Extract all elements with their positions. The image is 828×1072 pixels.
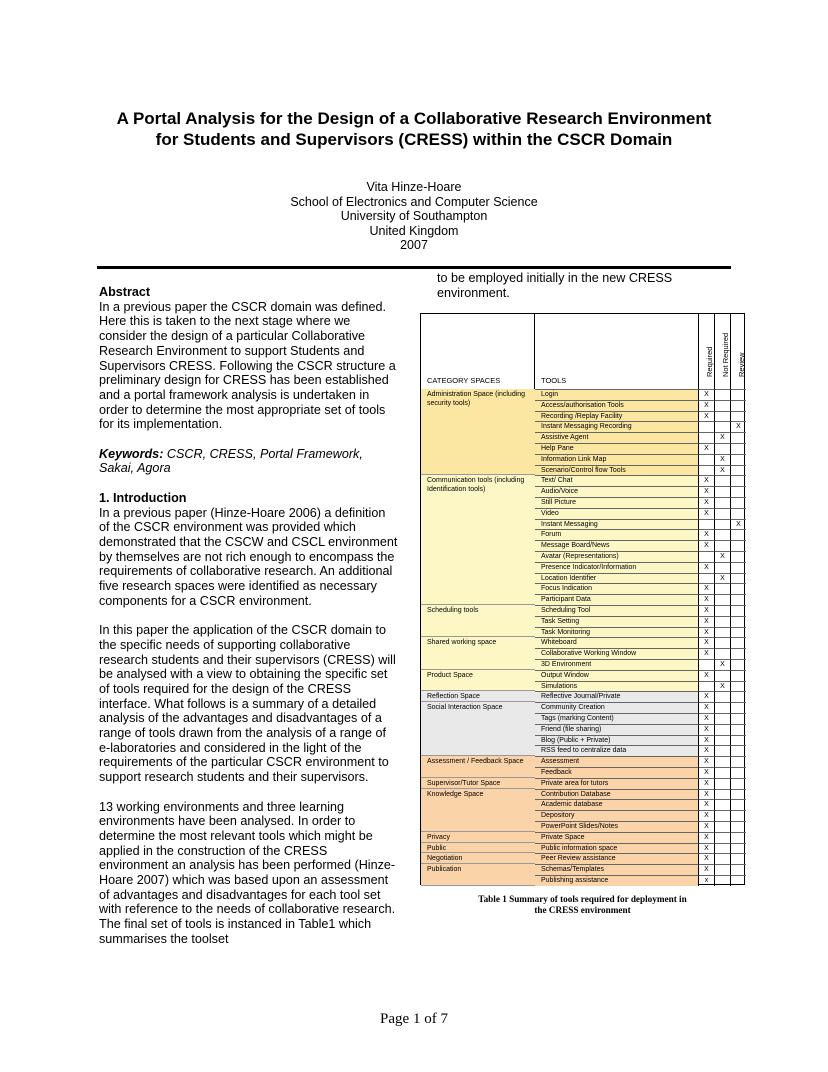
tool-cell: Instant Messaging (535, 519, 699, 530)
mark-cell (698, 465, 714, 476)
mark-cell (714, 702, 730, 713)
mark-cell (714, 810, 730, 821)
tools-table (420, 313, 745, 885)
mark-cell (730, 454, 746, 465)
mark-cell (730, 713, 746, 724)
tool-cell: Task Setting (535, 616, 699, 627)
mark-cell: X (714, 573, 730, 584)
category-cell: Scheduling tools (421, 605, 535, 637)
tool-cell: Video (535, 508, 699, 519)
mark-cell (730, 702, 746, 713)
mark-cell (714, 713, 730, 724)
mark-cell (714, 799, 730, 810)
category-cell: Assessment / Feedback Space (421, 756, 535, 778)
category-cell: Supervisor/Tutor Space (421, 778, 535, 789)
mark-cell (730, 637, 746, 648)
mark-cell: X (698, 475, 714, 486)
mark-cell (730, 875, 746, 886)
mark-cell (730, 562, 746, 573)
caption-line-1: Table 1 Summary of tools required for deployment in (478, 894, 687, 904)
tool-cell: Help Pane (535, 443, 699, 454)
mark-cell (714, 691, 730, 702)
tool-cell: Feedback (535, 767, 699, 778)
tool-cell: Scheduling Tool (535, 605, 699, 616)
mark-cell (730, 832, 746, 843)
mark-cell (730, 551, 746, 562)
mark-cell (698, 551, 714, 562)
tool-cell: Scenario/Control flow Tools (535, 465, 699, 476)
mark-cell (714, 735, 730, 746)
mark-cell (714, 832, 730, 843)
category-cell: Publication (421, 864, 535, 886)
tool-cell: Location Identifier (535, 573, 699, 584)
mark-cell (730, 508, 746, 519)
tool-cell: Recording /Replay Facility (535, 411, 699, 422)
tool-cell: Tags (marking Content) (535, 713, 699, 724)
mark-cell (714, 594, 730, 605)
mark-cell: X (730, 519, 746, 530)
mark-cell: X (698, 843, 714, 854)
mark-cell (698, 519, 714, 530)
mark-cell: X (698, 411, 714, 422)
mark-cell (714, 767, 730, 778)
intro-continued: to be employed initially in the new CRESS environment. (437, 271, 673, 300)
mark-cell (730, 843, 746, 854)
mark-cell (730, 616, 746, 627)
mark-cell (730, 756, 746, 767)
mark-cell (730, 486, 746, 497)
mark-cell (730, 745, 746, 756)
mark-cell (730, 529, 746, 540)
mark-cell (714, 778, 730, 789)
author-university: University of Southampton (340, 209, 488, 224)
mark-cell (714, 443, 730, 454)
mark-cell (730, 799, 746, 810)
mark-cell (730, 432, 746, 443)
tool-cell: Assessment (535, 756, 699, 767)
category-cell: Administration Space (including security tools) (421, 389, 535, 475)
keywords-label: Keywords: (99, 446, 164, 461)
mark-cell (698, 659, 714, 670)
mark-cell: X (698, 864, 714, 875)
tool-cell: PowerPoint Slides/Notes (535, 821, 699, 832)
header-review: Review (737, 352, 746, 377)
mark-cell (730, 605, 746, 616)
mark-cell (730, 853, 746, 864)
tool-cell: Simulations (535, 681, 699, 692)
header-divider (97, 266, 731, 269)
mark-cell (730, 540, 746, 551)
intro-paragraph-3: 13 working environments and three learning environments have been analysed. In order to determine the most relevant tools which might be applied in the construction of the CRESS environment an analysis has been performed (Hinze-Hoare 2007) which was based upon an assessment of advantages and disadvantages for each tool set with reference to the needs of collaborative research. The final set of tools is instanced in Table1 which summarises the toolset (99, 799, 396, 946)
intro-paragraph-1: In a previous paper (Hinze-Hoare 2006) a definition of the CSCR environment was provided which demonstrated that the CSCW and CSCL environment by themselves are not rich enough to encompass the requirements of collaborative research. An additional five research spaces were identified as necessary components for a CSCR environment. (99, 505, 398, 608)
mark-cell: X (698, 389, 714, 400)
tool-cell: Reflective Journal/Private (535, 691, 699, 702)
mark-cell (714, 843, 730, 854)
mark-cell (698, 432, 714, 443)
mark-cell (714, 540, 730, 551)
mark-cell (730, 497, 746, 508)
mark-cell (714, 821, 730, 832)
mark-cell: X (698, 853, 714, 864)
mark-cell: X (714, 681, 730, 692)
mark-cell (714, 670, 730, 681)
mark-cell (730, 735, 746, 746)
mark-cell: X (698, 616, 714, 627)
mark-cell: X (714, 432, 730, 443)
abstract-text: In a previous paper the CSCR domain was defined. Here this is taken to the next stage where we consider the design of a particular Collaborative Research Environment to support Students and Supervisors CRESS. Following the CSCR structure a preliminary design for CRESS has been established and a portal framework analysis is undertaken in order to determine the most appropriate set of tools for its implementation. (99, 299, 396, 432)
mark-cell (730, 659, 746, 670)
title-line-1: A Portal Analysis for the Design of a Collaborative Research Environment (116, 109, 712, 128)
table-caption (420, 894, 745, 916)
mark-cell: X (698, 724, 714, 735)
header-category-spaces: CATEGORY SPACES (427, 376, 501, 385)
mark-cell: X (698, 789, 714, 800)
category-cell: Communication tools (including Identification tools) (421, 475, 535, 605)
mark-cell: X (698, 767, 714, 778)
mark-cell (714, 411, 730, 422)
tool-cell: Friend (file sharing) (535, 724, 699, 735)
tool-cell: Login (535, 389, 699, 400)
mark-cell (714, 605, 730, 616)
mark-cell: X (698, 648, 714, 659)
mark-cell (714, 648, 730, 659)
category-cell: Privacy (421, 832, 535, 843)
mark-cell (714, 875, 730, 886)
intro-heading: 1. Introduction (99, 490, 187, 505)
mark-cell (714, 583, 730, 594)
tool-cell: Focus Indication (535, 583, 699, 594)
table-header (421, 314, 744, 386)
mark-cell (730, 789, 746, 800)
mark-cell (714, 389, 730, 400)
mark-cell (714, 745, 730, 756)
intro-paragraph-2: In this paper the application of the CSCR domain to the specific needs of supporting collaborative research students and their supervisors (CRESS) will be analysed with a view to obtaining the specific set of tools required for the design of the CRESS interface. What follows is a summary of a detailed analysis of the advantages and disadvantages of a range of tools drawn from the analysis of a range of e-laboratories and considered in the light of the requirements of the particular CSCR environment to support research students and their supervisors. (99, 623, 396, 785)
mark-cell (714, 497, 730, 508)
mark-cell: X (698, 594, 714, 605)
tool-cell: Whiteboard (535, 637, 699, 648)
paper-title (0, 108, 828, 150)
tool-cell: Still Picture (535, 497, 699, 508)
category-cell: Shared working space (421, 637, 535, 669)
category-cell: Public (421, 843, 535, 854)
author-country: United Kingdom (369, 223, 459, 238)
mark-cell: X (698, 627, 714, 638)
tool-cell: Text/ Chat (535, 475, 699, 486)
author-year: 2007 (400, 238, 428, 253)
mark-cell: X (698, 508, 714, 519)
mark-cell (730, 821, 746, 832)
tool-cell: Contribution Database (535, 789, 699, 800)
mark-cell (714, 475, 730, 486)
mark-cell (714, 853, 730, 864)
mark-cell (714, 562, 730, 573)
mark-cell (730, 778, 746, 789)
abstract-heading: Abstract (99, 285, 151, 299)
mark-cell: x (698, 875, 714, 886)
mark-cell: X (698, 735, 714, 746)
title-line-2: for Students and Supervisors (CRESS) within the CSCR Domain (155, 130, 673, 149)
category-cell: Reflection Space (421, 691, 535, 702)
mark-cell (730, 465, 746, 476)
mark-cell: X (698, 778, 714, 789)
mark-cell (714, 724, 730, 735)
mark-cell: X (698, 810, 714, 821)
tool-cell: Avatar (Representations) (535, 551, 699, 562)
mark-cell: X (698, 583, 714, 594)
mark-cell (714, 529, 730, 540)
tool-cell: RSS feed to centralize data (535, 745, 699, 756)
mark-cell (730, 443, 746, 454)
author-name: Vita Hinze-Hoare (366, 180, 462, 194)
mark-cell: X (698, 756, 714, 767)
header-tools: TOOLS (541, 376, 567, 385)
keywords-list: CSCR, CRESS, Portal Framework, Sakai, Agora (99, 446, 363, 476)
mark-cell: X (698, 443, 714, 454)
tool-cell: Public information space (535, 843, 699, 854)
mark-cell: X (698, 702, 714, 713)
mark-cell: X (698, 799, 714, 810)
tool-cell: Forum (535, 529, 699, 540)
tool-cell: Instant Messaging Recording (535, 421, 699, 432)
mark-cell: X (714, 454, 730, 465)
mark-cell (714, 508, 730, 519)
mark-cell: X (698, 529, 714, 540)
mark-cell (730, 573, 746, 584)
mark-cell (714, 627, 730, 638)
mark-cell (698, 681, 714, 692)
mark-cell: X (698, 670, 714, 681)
page-number: Page 1 of 7 (380, 1011, 448, 1027)
category-cell: Product Space (421, 670, 535, 692)
mark-cell (698, 573, 714, 584)
tool-cell: 3D Environment (535, 659, 699, 670)
tool-cell: Participant Data (535, 594, 699, 605)
mark-cell (730, 389, 746, 400)
tool-cell: Blog (Public + Private) (535, 735, 699, 746)
mark-cell (730, 583, 746, 594)
mark-cell (730, 681, 746, 692)
mark-cell (730, 724, 746, 735)
mark-cell (714, 616, 730, 627)
tool-cell: Task Monitoring (535, 627, 699, 638)
tool-cell: Audio/Voice (535, 486, 699, 497)
mark-cell: X (698, 540, 714, 551)
mark-cell: X (698, 637, 714, 648)
tool-cell: Presence Indicator/Information (535, 562, 699, 573)
category-cell: Social Interaction Space (421, 702, 535, 756)
mark-cell: X (698, 832, 714, 843)
mark-cell (730, 691, 746, 702)
tool-cell: Community Creation (535, 702, 699, 713)
tool-cell: Private Space (535, 832, 699, 843)
mark-cell: X (698, 400, 714, 411)
tool-cell: Academic database (535, 799, 699, 810)
mark-cell (730, 810, 746, 821)
mark-cell: X (698, 605, 714, 616)
mark-cell (698, 454, 714, 465)
mark-cell (730, 411, 746, 422)
tool-cell: Assistive Agent (535, 432, 699, 443)
header-not-required: Not Required (721, 332, 730, 377)
mark-cell (714, 756, 730, 767)
tool-cell: Collaborative Working Window (535, 648, 699, 659)
mark-cell: X (730, 421, 746, 432)
mark-cell (714, 486, 730, 497)
mark-cell: X (714, 465, 730, 476)
mark-cell: X (698, 691, 714, 702)
mark-cell: X (698, 497, 714, 508)
left-column (99, 285, 399, 947)
tool-cell: Schemas/Templates (535, 864, 699, 875)
mark-cell: X (714, 659, 730, 670)
tool-cell: Depository (535, 810, 699, 821)
tool-cell: Publishing assistance (535, 875, 699, 886)
tool-cell: Access/authorisation Tools (535, 400, 699, 411)
mark-cell: X (698, 562, 714, 573)
mark-cell: X (714, 551, 730, 562)
mark-cell (714, 637, 730, 648)
mark-cell (730, 767, 746, 778)
mark-cell: X (698, 821, 714, 832)
mark-cell (698, 421, 714, 432)
mark-cell: X (698, 713, 714, 724)
tool-cell: Output Window (535, 670, 699, 681)
tool-cell: Peer Review assistance (535, 853, 699, 864)
mark-cell (714, 421, 730, 432)
mark-cell (730, 475, 746, 486)
mark-cell (714, 789, 730, 800)
tool-cell: Private area for tutors (535, 778, 699, 789)
mark-cell (730, 648, 746, 659)
mark-cell (730, 670, 746, 681)
category-cell: Knowledge Space (421, 789, 535, 832)
mark-cell (714, 400, 730, 411)
mark-cell (714, 519, 730, 530)
mark-cell (730, 594, 746, 605)
header-required: Required (705, 346, 714, 377)
mark-cell: X (698, 745, 714, 756)
author-department: School of Electronics and Computer Science (290, 194, 538, 209)
author-block (0, 180, 828, 253)
mark-cell (714, 864, 730, 875)
mark-cell (730, 864, 746, 875)
mark-cell (730, 400, 746, 411)
keywords (99, 447, 399, 476)
tool-cell: Message Board/News (535, 540, 699, 551)
category-cell: Negotiation (421, 853, 535, 864)
mark-cell: X (698, 486, 714, 497)
caption-line-2: the CRESS environment (534, 905, 631, 916)
tool-cell: Information Link Map (535, 454, 699, 465)
mark-cell (730, 627, 746, 638)
